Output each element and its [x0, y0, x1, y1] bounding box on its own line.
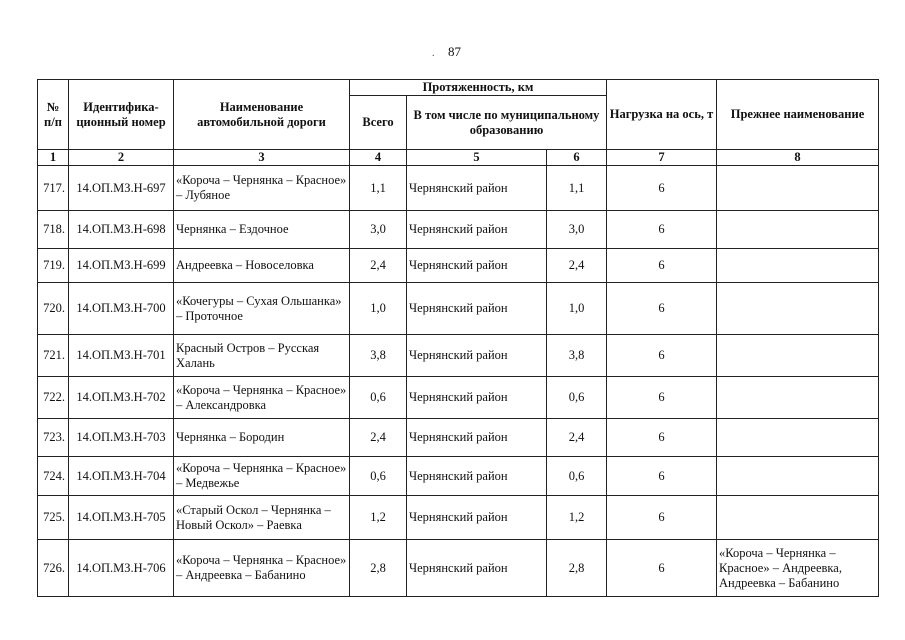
municipality: Чернянский район	[407, 419, 547, 457]
header-num: № п/п	[38, 80, 69, 150]
road-id: 14.ОП.МЗ.Н-703	[69, 419, 174, 457]
scan-speck: .	[432, 48, 435, 59]
row-number: 726.	[38, 540, 69, 597]
header-total: Всего	[350, 96, 407, 150]
road-id: 14.ОП.МЗ.Н-698	[69, 211, 174, 249]
municipality: Чернянский район	[407, 457, 547, 496]
previous-name	[717, 377, 879, 419]
index-cell: 2	[69, 150, 174, 166]
previous-name	[717, 496, 879, 540]
road-id: 14.ОП.МЗ.Н-697	[69, 166, 174, 211]
row-number: 717.	[38, 166, 69, 211]
row-number: 723.	[38, 419, 69, 457]
municipality: Чернянский район	[407, 496, 547, 540]
table-row	[38, 377, 879, 419]
previous-name	[717, 419, 879, 457]
axle-load: 6	[607, 166, 717, 211]
row-number: 724.	[38, 457, 69, 496]
table-row	[38, 249, 879, 283]
table-row	[38, 211, 879, 249]
municipality-length: 2,8	[547, 540, 607, 597]
road-id: 14.ОП.МЗ.Н-702	[69, 377, 174, 419]
table-row	[38, 283, 879, 335]
row-number: 722.	[38, 377, 69, 419]
previous-name	[717, 335, 879, 377]
road-id: 14.ОП.МЗ.Н-700	[69, 283, 174, 335]
header-including: В том числе по муниципальному образованию	[407, 96, 607, 150]
previous-name	[717, 166, 879, 211]
municipality-length: 1,2	[547, 496, 607, 540]
length-total: 0,6	[350, 457, 407, 496]
road-id: 14.ОП.МЗ.Н-705	[69, 496, 174, 540]
column-index-row	[38, 150, 879, 166]
index-cell: 6	[547, 150, 607, 166]
index-cell: 7	[607, 150, 717, 166]
municipality-length: 1,1	[547, 166, 607, 211]
road-id: 14.ОП.МЗ.Н-701	[69, 335, 174, 377]
municipality: Чернянский район	[407, 377, 547, 419]
axle-load: 6	[607, 419, 717, 457]
axle-load: 6	[607, 283, 717, 335]
municipality-length: 2,4	[547, 249, 607, 283]
previous-name	[717, 249, 879, 283]
index-cell: 1	[38, 150, 69, 166]
previous-name	[717, 283, 879, 335]
road-name: «Кочегуры – Сухая Ольшанка» – Проточное	[174, 283, 350, 335]
header-name: Наименование автомобильной дороги	[174, 80, 350, 150]
table-row	[38, 457, 879, 496]
municipality-length: 0,6	[547, 377, 607, 419]
road-name: «Короча – Чернянка – Красное» – Александровка	[174, 377, 350, 419]
header-prev-name: Прежнее наименование	[717, 80, 879, 150]
length-total: 2,4	[350, 419, 407, 457]
header-id: Идентифика-ционный номер	[69, 80, 174, 150]
road-name: Чернянка – Ездочное	[174, 211, 350, 249]
municipality-length: 0,6	[547, 457, 607, 496]
length-total: 3,0	[350, 211, 407, 249]
row-number: 718.	[38, 211, 69, 249]
municipality: Чернянский район	[407, 249, 547, 283]
header-load: Нагрузка на ось, т	[607, 80, 717, 150]
table-row	[38, 335, 879, 377]
axle-load: 6	[607, 457, 717, 496]
page-number: 87	[448, 44, 461, 59]
municipality: Чернянский район	[407, 335, 547, 377]
axle-load: 6	[607, 377, 717, 419]
road-name: «Короча – Чернянка – Красное» – Лубяное	[174, 166, 350, 211]
municipality: Чернянский район	[407, 283, 547, 335]
road-name: Красный Остров – Русская Халань	[174, 335, 350, 377]
road-name: Андреевка – Новоселовка	[174, 249, 350, 283]
axle-load: 6	[607, 249, 717, 283]
length-total: 3,8	[350, 335, 407, 377]
axle-load: 6	[607, 211, 717, 249]
row-number: 725.	[38, 496, 69, 540]
road-id: 14.ОП.МЗ.Н-706	[69, 540, 174, 597]
index-cell: 5	[407, 150, 547, 166]
length-total: 0,6	[350, 377, 407, 419]
road-name: «Старый Оскол – Чернянка – Новый Оскол» – Раевка	[174, 496, 350, 540]
header-length: Протяженность, км	[350, 80, 607, 96]
municipality-length: 3,0	[547, 211, 607, 249]
length-total: 1,0	[350, 283, 407, 335]
previous-name: «Короча – Чернянка – Красное» – Андреевка, Андреевка – Бабанино	[717, 540, 879, 597]
previous-name	[717, 211, 879, 249]
index-cell: 3	[174, 150, 350, 166]
length-total: 1,1	[350, 166, 407, 211]
roads-table	[37, 79, 879, 597]
axle-load: 6	[607, 335, 717, 377]
index-cell: 8	[717, 150, 879, 166]
index-cell: 4	[350, 150, 407, 166]
road-name: Чернянка – Бородин	[174, 419, 350, 457]
table-row	[38, 419, 879, 457]
table-row	[38, 166, 879, 211]
length-total: 2,4	[350, 249, 407, 283]
previous-name	[717, 457, 879, 496]
row-number: 719.	[38, 249, 69, 283]
municipality-length: 2,4	[547, 419, 607, 457]
municipality-length: 3,8	[547, 335, 607, 377]
municipality: Чернянский район	[407, 166, 547, 211]
road-name: «Короча – Чернянка – Красное» – Андреевка – Бабанино	[174, 540, 350, 597]
road-id: 14.ОП.МЗ.Н-704	[69, 457, 174, 496]
road-id: 14.ОП.МЗ.Н-699	[69, 249, 174, 283]
table-row	[38, 540, 879, 597]
length-total: 2,8	[350, 540, 407, 597]
municipality: Чернянский район	[407, 540, 547, 597]
axle-load: 6	[607, 496, 717, 540]
road-name: «Короча – Чернянка – Красное» – Медвежье	[174, 457, 350, 496]
table-row	[38, 496, 879, 540]
municipality: Чернянский район	[407, 211, 547, 249]
row-number: 720.	[38, 283, 69, 335]
municipality-length: 1,0	[547, 283, 607, 335]
axle-load: 6	[607, 540, 717, 597]
length-total: 1,2	[350, 496, 407, 540]
row-number: 721.	[38, 335, 69, 377]
